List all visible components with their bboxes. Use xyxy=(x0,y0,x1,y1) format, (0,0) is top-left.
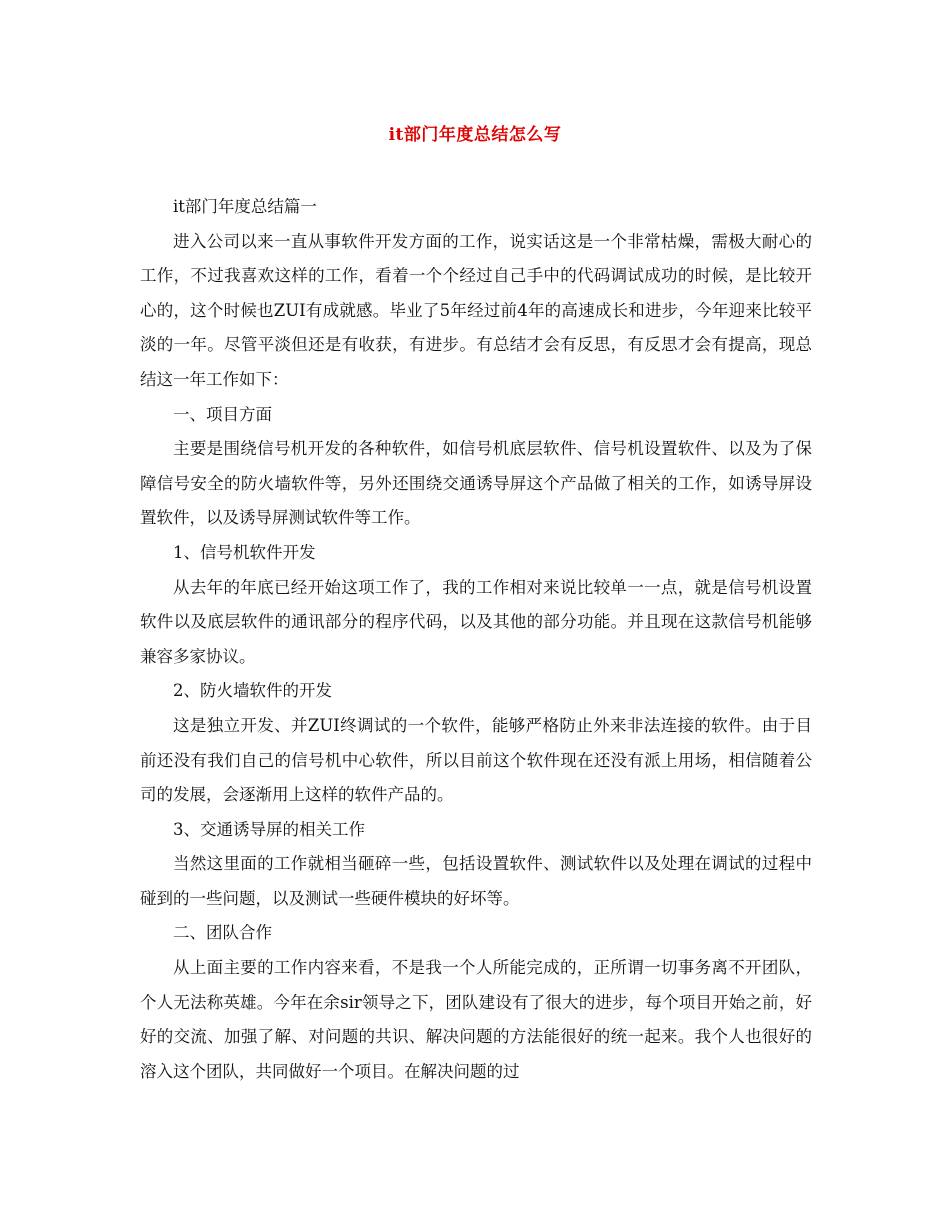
document-title: it部门年度总结怎么写 xyxy=(388,125,562,145)
paragraph: 这是独立开发、并ZUI终调试的一个软件，能够严格防止外来非法连接的软件。由于目前还没有我们自己的信号机中心软件，所以目前这个软件现在还没有派上用场，相信随着公司的发展，会逐渐用上这样的软件产品的。 xyxy=(140,715,812,805)
paragraph: 进入公司以来一直从事软件开发方面的工作，说实话这是一个非常枯燥，需极大耐心的工作，不过我喜欢这样的工作，看着一个个经过自己手中的代码调试成功的时候，是比较开心的，这个时候也ZUI有成就感。毕业了5年经过前4年的高速成长和进步，今年迎来比较平淡的一年。尽管平淡但还是有收获，有进步。有总结才会有反思，有反思才会有提高，现总结这一年工作如下： xyxy=(140,231,812,389)
subsection-heading: 3、交通诱导屏的相关工作 xyxy=(173,819,365,839)
section-heading: it部门年度总结篇一 xyxy=(173,197,317,216)
section-heading: 二、团队合作 xyxy=(173,923,272,943)
paragraph: 从上面主要的工作内容来看，不是我一个人所能完成的，正所谓一切事务离不开团队，个人无法称英雄。今年在余sir领导之下，团队建设有了很大的进步，每个项目开始之前，好好的交流、加强了解、对问题的共识、解决问题的方法能很好的统一起来。我个人也很好的溶入这个团队，共同做好一个项目。在解决问题的过 xyxy=(140,958,812,1081)
subsection-heading: 1、信号机软件开发 xyxy=(173,542,316,562)
paragraph: 从去年的年底已经开始这项工作了，我的工作相对来说比较单一一点，就是信号机设置软件以及底层软件的通讯部分的程序代码，以及其他的部分功能。并且现在这款信号机能够兼容多家协议。 xyxy=(140,577,812,666)
section-heading: 一、项目方面 xyxy=(173,404,272,424)
paragraph: 当然这里面的工作就相当砸碎一些，包括设置软件、测试软件以及处理在调试的过程中碰到的一些问题，以及测试一些硬件模块的好坏等。 xyxy=(140,854,812,908)
document-body xyxy=(140,190,812,1089)
paragraph: 主要是围绕信号机开发的各种软件，如信号机底层软件、信号机设置软件、以及为了保障信号安全的防火墙软件等，另外还围绕交通诱导屏这个产品做了相关的工作，如诱导屏设置软件，以及诱导屏测试软件等工作。 xyxy=(140,439,812,528)
subsection-heading: 2、防火墙软件的开发 xyxy=(173,681,332,701)
